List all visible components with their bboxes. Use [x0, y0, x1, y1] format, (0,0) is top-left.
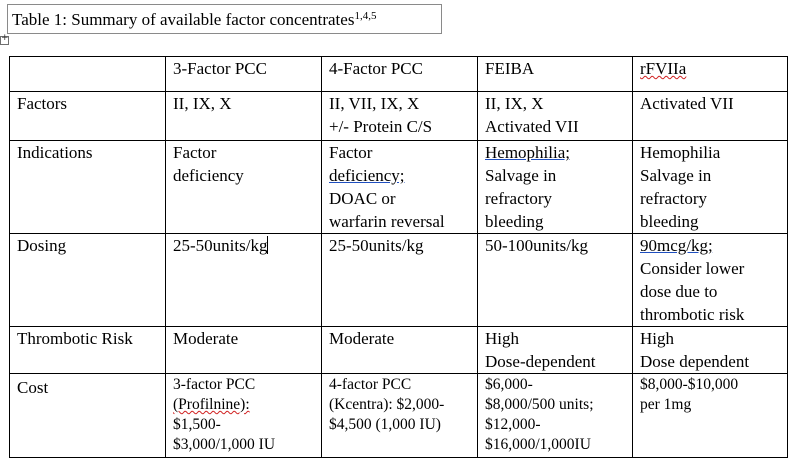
- cell-cost-4-factor-pcc[interactable]: 4-factor PCC (Kcentra): $2,000- $4,500 (1,000 IU): [322, 374, 478, 458]
- table-row-factors: [10, 92, 788, 141]
- table-row-indications: [10, 141, 788, 234]
- table-row-dosing: [10, 234, 788, 327]
- cell-thrombotic-4-factor-pcc[interactable]: Moderate: [322, 327, 478, 374]
- cell-indications-feiba[interactable]: Hemophilia; Salvage in refractory bleeding: [478, 141, 633, 234]
- cell-indications-4-factor-pcc[interactable]: Factor deficiency; DOAC or warfarin reversal: [322, 141, 478, 234]
- cell-cost-feiba[interactable]: $6,000- $8,000/500 units; $12,000- $16,000/1,000IU: [478, 374, 633, 458]
- header-cell-rfviia[interactable]: rFVIIa: [633, 57, 788, 92]
- cell-factors-4-factor-pcc[interactable]: II, VII, IX, X +/- Protein C/S: [322, 92, 478, 141]
- table-row-cost: [10, 374, 788, 458]
- cell-thrombotic-3-factor-pcc[interactable]: Moderate: [166, 327, 322, 374]
- row-label-factors[interactable]: Factors: [10, 92, 166, 141]
- table-caption: [12, 10, 376, 30]
- cell-dosing-rfviia[interactable]: 90mcg/kg; Consider lower dose due to thrombotic risk: [633, 234, 788, 327]
- row-label-cost[interactable]: Cost: [10, 374, 166, 458]
- cell-factors-3-factor-pcc[interactable]: II, IX, X: [166, 92, 322, 141]
- cell-thrombotic-feiba[interactable]: High Dose-dependent: [478, 327, 633, 374]
- cell-dosing-4-factor-pcc[interactable]: 25-50units/kg: [322, 234, 478, 327]
- cell-indications-rfviia[interactable]: Hemophilia Salvage in refractory bleeding: [633, 141, 788, 234]
- cell-indications-3-factor-pcc[interactable]: Factor deficiency: [166, 141, 322, 234]
- header-cell-3-factor-pcc[interactable]: 3-Factor PCC: [166, 57, 322, 92]
- table-row-header: [10, 57, 788, 92]
- table-move-handle-icon[interactable]: +: [1, 33, 9, 43]
- factor-concentrates-table: [9, 56, 788, 458]
- table-caption-box[interactable]: [7, 4, 442, 34]
- cell-cost-3-factor-pcc[interactable]: 3-factor PCC (Profilnine): $1,500- $3,000/1,000 IU: [166, 374, 322, 458]
- header-cell-4-factor-pcc[interactable]: 4-Factor PCC: [322, 57, 478, 92]
- row-label-dosing[interactable]: Dosing: [10, 234, 166, 327]
- cell-thrombotic-rfviia[interactable]: High Dose dependent: [633, 327, 788, 374]
- text-cursor: [267, 236, 268, 254]
- cell-dosing-3-factor-pcc[interactable]: 25-50units/kg: [166, 234, 322, 327]
- row-label-indications[interactable]: Indications: [10, 141, 166, 234]
- caption-title: Table 1: Summary of available factor concentrates: [12, 10, 355, 29]
- cell-factors-rfviia[interactable]: Activated VII: [633, 92, 788, 141]
- table-row-thrombotic-risk: [10, 327, 788, 374]
- header-cell-empty[interactable]: [10, 57, 166, 92]
- cell-cost-rfviia[interactable]: $8,000-$10,000 per 1mg: [633, 374, 788, 458]
- cell-factors-feiba[interactable]: II, IX, X Activated VII: [478, 92, 633, 141]
- caption-references: 1,4,5: [354, 10, 377, 22]
- header-cell-feiba[interactable]: FEIBA: [478, 57, 633, 92]
- row-label-thrombotic-risk[interactable]: Thrombotic Risk: [10, 327, 166, 374]
- cell-dosing-feiba[interactable]: 50-100units/kg: [478, 234, 633, 327]
